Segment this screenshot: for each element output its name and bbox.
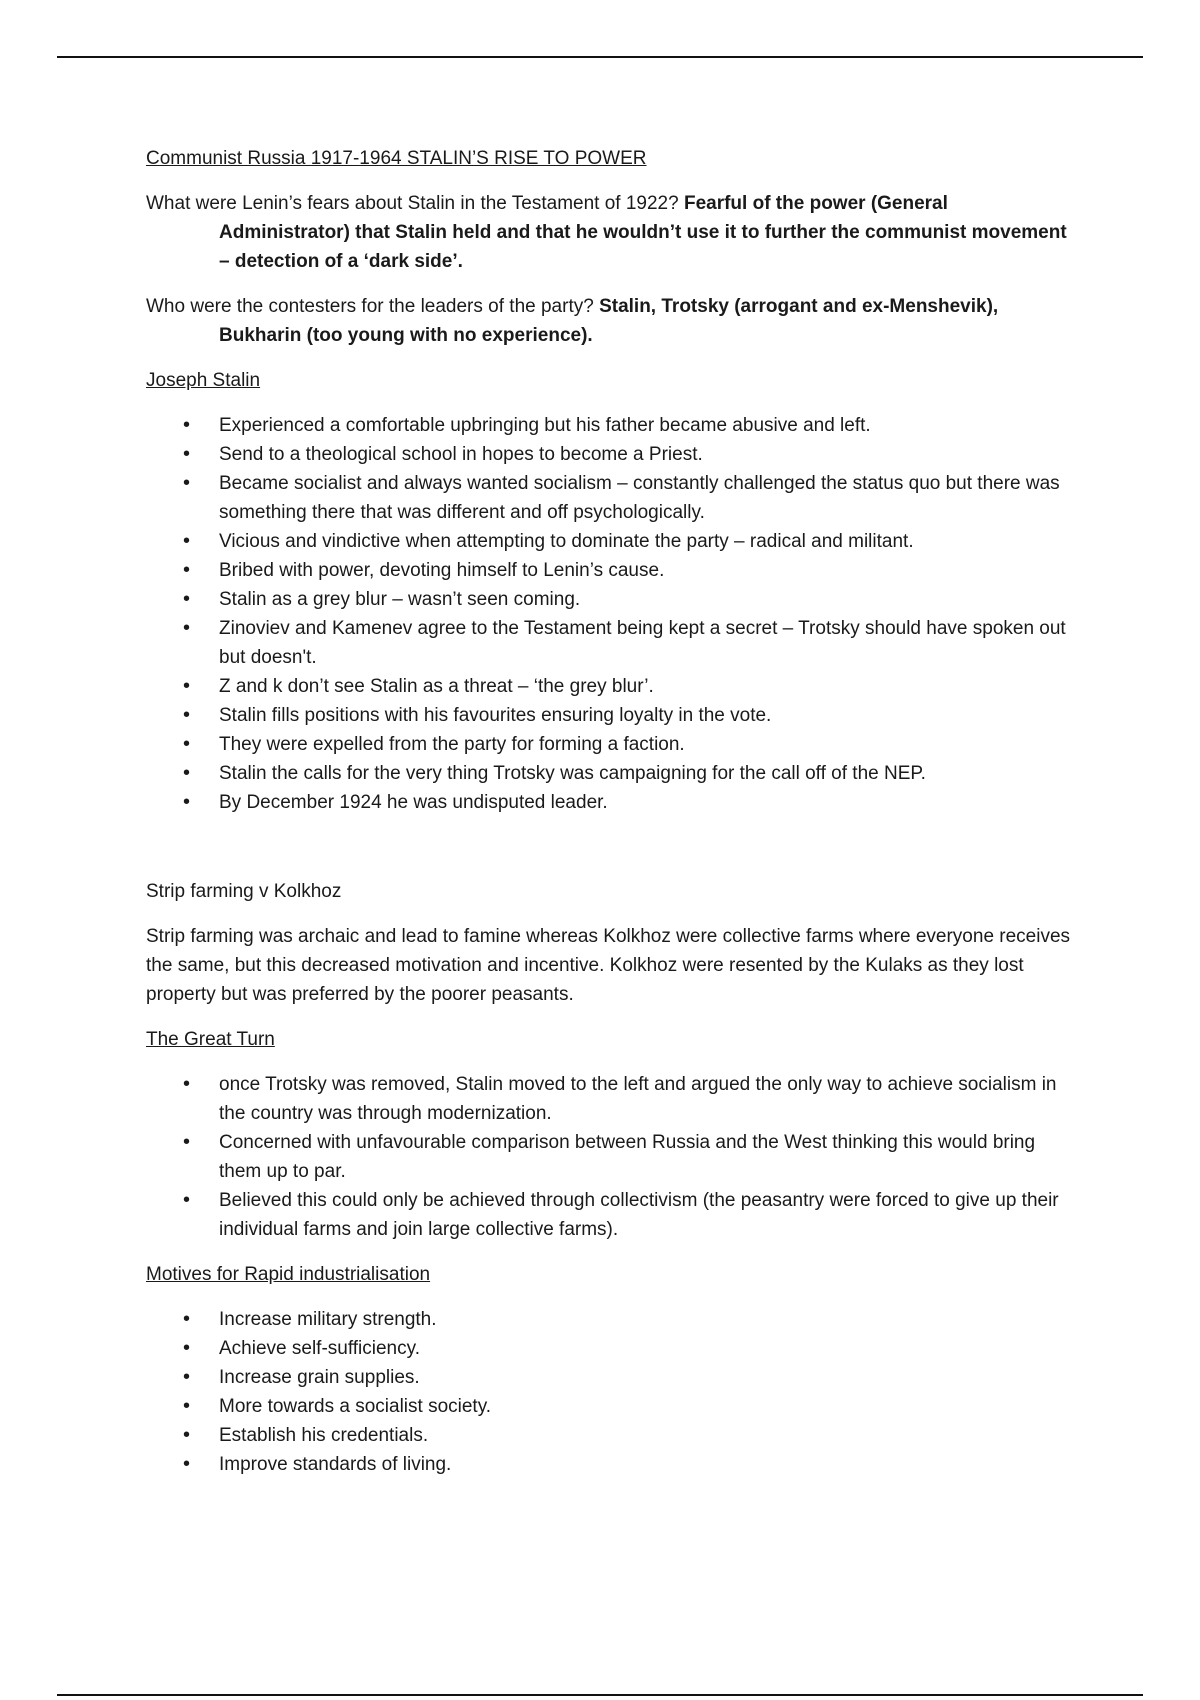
- motives-bullet-list: [146, 1305, 1076, 1479]
- list-item-text: Stalin the calls for the very thing Trotsky was campaigning for the call off of the NEP.: [219, 763, 926, 784]
- bullet-icon: •: [183, 1073, 191, 1095]
- bullet-icon: •: [183, 414, 191, 436]
- list-item: [146, 614, 1076, 672]
- list-item-text: Concerned with unfavourable comparison between Russia and the West thinking this would bring them up to par.: [219, 1132, 1036, 1182]
- section-heading-great-turn: The Great Turn: [146, 1029, 275, 1050]
- list-item-text: Establish his credentials.: [219, 1425, 429, 1446]
- bullet-icon: •: [183, 733, 191, 755]
- list-item: [146, 672, 1076, 701]
- question-text: What were Lenin’s fears about Stalin in the Testament of 1922?: [146, 193, 684, 214]
- bullet-icon: •: [183, 1131, 191, 1153]
- strip-farming-paragraph: Strip farming was archaic and lead to famine whereas Kolkhoz were collective farms where everyone receives the same, but this decreased motivation and incentive. Kolkhoz were resented by the Kulaks as they lost property but was preferred by the poorer peasants.: [146, 926, 1071, 1005]
- bullet-icon: •: [183, 472, 191, 494]
- list-item-text: Increase grain supplies.: [219, 1367, 420, 1388]
- list-item-text: Send to a theological school in hopes to become a Priest.: [219, 444, 703, 465]
- list-item: [146, 1305, 1076, 1334]
- list-item: [146, 1070, 1076, 1128]
- bullet-icon: •: [183, 443, 191, 465]
- list-item: [146, 1392, 1076, 1421]
- question-contesters: [146, 292, 1076, 350]
- question-text: Who were the contesters for the leaders of the party?: [146, 296, 600, 317]
- list-item: [146, 1363, 1076, 1392]
- list-item: [146, 556, 1076, 585]
- list-item: [146, 411, 1076, 440]
- section-heading-motives: Motives for Rapid industrialisation: [146, 1264, 431, 1285]
- answer-text: Stalin, Trotsky (arrogant and ex-Menshevik), Bukharin (too young with no experience).: [219, 296, 999, 346]
- section-heading-joseph-stalin: Joseph Stalin: [146, 370, 261, 391]
- bullet-icon: •: [183, 1453, 191, 1475]
- bottom-rule: [57, 1694, 1143, 1696]
- list-item: [146, 1450, 1076, 1479]
- list-item-text: once Trotsky was removed, Stalin moved to the left and argued the only way to achieve socialism in the country was through modernization.: [219, 1074, 1057, 1124]
- bullet-icon: •: [183, 1189, 191, 1211]
- list-item: [146, 585, 1076, 614]
- list-item: [146, 730, 1076, 759]
- bullet-icon: •: [183, 617, 191, 639]
- list-item-text: Became socialist and always wanted socialism – constantly challenged the status quo but there was something there that was different and off psychologically.: [219, 473, 1060, 523]
- list-item-text: Increase military strength.: [219, 1309, 437, 1330]
- bullet-icon: •: [183, 559, 191, 581]
- list-item-text: More towards a socialist society.: [219, 1396, 492, 1417]
- stalin-bullet-list: [146, 411, 1076, 817]
- bullet-icon: •: [183, 762, 191, 784]
- list-item-text: Stalin as a grey blur – wasn’t seen coming.: [219, 589, 581, 610]
- bullet-icon: •: [183, 1308, 191, 1330]
- list-item-text: Vicious and vindictive when attempting to dominate the party – radical and militant.: [219, 531, 914, 552]
- bullet-icon: •: [183, 1424, 191, 1446]
- list-item: [146, 1421, 1076, 1450]
- list-item-text: Z and k don’t see Stalin as a threat – ‘the grey blur’.: [219, 676, 654, 697]
- list-item-text: Zinoviev and Kamenev agree to the Testament being kept a secret – Trotsky should have spoken out but doesn't.: [219, 618, 1066, 668]
- list-item-text: Achieve self-sufficiency.: [219, 1338, 420, 1359]
- section-spacer: [146, 833, 1076, 877]
- list-item-text: They were expelled from the party for forming a faction.: [219, 734, 685, 755]
- list-item-text: Bribed with power, devoting himself to Lenin’s cause.: [219, 560, 665, 581]
- answer-text: Fearful of the power (General Administrator) that Stalin held and that he wouldn’t use it to further the communist movement – detection of a ‘dark side’.: [219, 193, 1067, 272]
- list-item: [146, 759, 1076, 788]
- list-item-text: By December 1924 he was undisputed leader.: [219, 792, 608, 813]
- section-heading-strip-farming: Strip farming v Kolkhoz: [146, 881, 342, 902]
- list-item-text: Improve standards of living.: [219, 1454, 452, 1475]
- bullet-icon: •: [183, 704, 191, 726]
- list-item: [146, 527, 1076, 556]
- bullet-icon: •: [183, 1366, 191, 1388]
- list-item-text: Experienced a comfortable upbringing but his father became abusive and left.: [219, 415, 871, 436]
- bullet-icon: •: [183, 791, 191, 813]
- document-body: [146, 144, 1076, 1495]
- list-item: [146, 440, 1076, 469]
- list-item: [146, 1334, 1076, 1363]
- bullet-icon: •: [183, 530, 191, 552]
- document-title: Communist Russia 1917-1964 STALIN’S RISE TO POWER: [146, 148, 647, 169]
- bullet-icon: •: [183, 1395, 191, 1417]
- bullet-icon: •: [183, 588, 191, 610]
- list-item-text: Stalin fills positions with his favourites ensuring loyalty in the vote.: [219, 705, 772, 726]
- question-lenin-fears: [146, 189, 1076, 276]
- top-rule: [57, 56, 1143, 58]
- list-item: [146, 701, 1076, 730]
- list-item-text: Believed this could only be achieved through collectivism (the peasantry were forced to give up their individual farms and join large collective farms).: [219, 1190, 1059, 1240]
- list-item: [146, 469, 1076, 527]
- bullet-icon: •: [183, 675, 191, 697]
- list-item: [146, 788, 1076, 817]
- great-turn-bullet-list: [146, 1070, 1076, 1244]
- list-item: [146, 1128, 1076, 1186]
- bullet-icon: •: [183, 1337, 191, 1359]
- list-item: [146, 1186, 1076, 1244]
